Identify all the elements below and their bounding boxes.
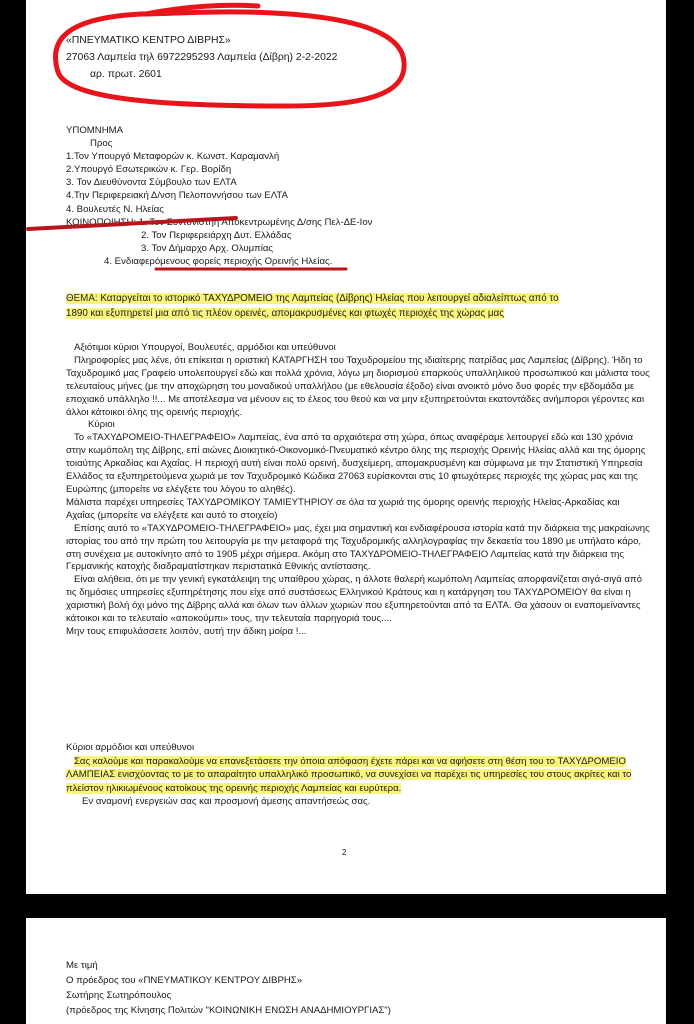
closing-address: Κύριοι αρμόδιοι και υπεύθυνοι [66, 742, 195, 753]
recipient-item: 3. Τον Διευθύνοντα Σύμβουλο των ΕΛΤΑ [66, 177, 237, 189]
paragraph: Επίσης αυτό το «ΤΑΧΥΔΡΟΜΕΙΟ-ΤΗΛΕΓΡΑΦΕΙΟ» μας, έχει μια σημαντική και ενδιαφέρουσα ιστορία κατά την διάρκεια της μακραίωνης ιστορίας του από την πρώτη του λειτουργία με την μεταφορά της Ταχυδρομικής αλληλογραφίας την δεκαετία του 1890 με υπήλατο κάρο, στη συνέχεια με αυτοκίνητο από το 1905 μέχρι σήμερα. Ακόμη στο ΤΑΧΥΔΡΟΜΕΙΟ-ΤΗΛΕΓΡΑΦΕΙΟ Λαμπείας κατά την διάρκεια της Γερμανικής κατοχής διαδραματίστηκαν περιστατικά Εθνικής αντίστασης. [66, 522, 650, 573]
memo-title: ΥΠΟΜΝΗΜΑ [66, 125, 124, 136]
paragraph: Πληροφορίες μας λένε, ότι επίκειται η οριστική ΚΑΤΑΡΓΗΣΗ του Ταχυδρομείου της ιδιαίτερης πατρίδας μας Λαμπείας (Δίβρης). Ήδη το Ταχυδρομικό μας Γραφείο υπολειτουργεί εδώ και πολλά χρόνια, λόγω μη διορισμού επαρκούς υπαλληλικού προσωπικού και μάλιστα τους τελευταίους μήνες (με την αποχώρηση του μοναδικού υπαλλήλου (με εθελουσία έξοδο) είναι ανοικτό μόνο δυο φορές την εβδομάδα με εποχιακό υπάλληλο !!... Με αποτέλεσμα να μένουν εις το έλεος του θεού και να μην εξυπηρετούνται εκατοντάδες ανήμποροι γέροντες και άλλοι κάτοικοι όλης της ορεινής περιοχής. [66, 354, 650, 418]
paragraph: Είναι αλήθεια, ότι με την γενική εγκατάλειψη της υπαίθρου χώρας, η άλλοτε θαλερή κωμόπολη Λαμπείας απορφανίζεται σιγά-σιγά από τις δημόσιες υπηρεσίες εξυπηρέτησης που είχε από συστάσεως Ελληνικού Κράτους και η κατάργηση του ΤΑΧΥΔΡΟΜΕΙΟΥ θα είναι η χαριστική βολή όχι μόνο της Δίβρης αλλά και όλων των άλλων χωριών που εξυπηρετούνται από τα ΕΛΤΑ. Θα χάσουν οι εναπομείναντες κάτοικοι και το τελευταίο «αποκούμπι» τους, την τελευταία παρηγοριά τους.... [66, 574, 642, 625]
recipient-item: 4. Βουλευτές Ν. Ηλείας [66, 203, 164, 215]
cc-item: 4. Ενδιαφερόμενους φορείς περιοχής Ορεινής Ηλείας. [104, 255, 333, 267]
to-label: Προς [90, 138, 113, 150]
cc-label: ΚΟΙΝΟΠΟΙΗΣΗ: 1. Τον Συντονιστή [66, 216, 214, 228]
page-number: 2 [342, 848, 347, 857]
paragraph: Μην τους επιφυλάσσετε λοιπόν, αυτή την άδικη μοίρα !... [66, 625, 307, 637]
recipient-list [66, 150, 646, 215]
cc-item: ή Αποκεντρωμένης Δ/σης Πελ-ΔΕ-Ιον [213, 216, 373, 228]
greeting: Αξιότιμοι κύριοι Υπουργοί, Βουλευτές, αρμόδιοι και υπεύθυνοι [74, 342, 336, 353]
signatory-title: (πρόεδρος της Κίνησης Πολιτών "ΚΟΙΝΩΝΙΚΗ ΕΝΩΣΗ ΑΝΑΔΗΜΙΟΥΡΓΙΑΣ") [66, 1005, 391, 1016]
letter-body [66, 342, 650, 639]
sub-heading: Κύριοι [88, 419, 115, 431]
recipient-item: 1.Τον Υπουργό Μεταφορών κ. Κωνστ. Καραμανλή [66, 151, 280, 163]
letter-page-1 [26, 0, 666, 894]
subject-line-2: 1890 και εξυπηρετεί μια από τις πλέον ορεινές, απομακρυσμένες και φτωχές περιοχές της χώρας μας [66, 308, 504, 319]
regards: Με τιμή [66, 960, 98, 971]
subject-line-1: Καταργείται το ιστορικό ΤΑΧΥΔΡΟΜΕΙΟ της Λαμπείας (Δίβρης) Ηλείας που λειτουργεί αδιαλείπτως από το [100, 293, 559, 304]
closing-request: Σας καλούμε και παρακαλούμε να επανεξετάσετε την όποια απόφαση έχετε πάρει και να αφήσετε στη θέση του το ΤΑΧΥΔΡΟΜΕΙΟ ΛΑΜΠΕΙΑΣ ενισχύοντας το με το απαραίτητο υπαλληλικό προσωπικό, να συνεχίσει να παρέχει τις υπηρεσίες του στους ακρίτες και το πλείστον ηλικιωμένους κατοίκους της ορεινής περιοχής Λαμπείας και ευρύτερα. [66, 755, 632, 794]
cc-item: 2. Τον Περιφερειάρχη Δυτ. Ελλάδας [141, 229, 292, 241]
red-ellipse-tail [146, 5, 258, 14]
org-address: 27063 Λαμπεία τηλ 6972295293 Λαμπεία (Δίβρη) 2-2-2022 [66, 52, 338, 63]
subject-label: ΘΕΜΑ: [66, 293, 98, 304]
letterhead [66, 32, 337, 83]
cc-item: 3. Τον Δήμαρχο Αρχ. Ολυμπίας [141, 242, 274, 254]
protocol-number: αρ. πρωτ. 2601 [90, 69, 162, 80]
org-name: «ΠΝΕΥΜΑΤΙΚΟ ΚΕΝΤΡΟ ΔΙΒΡΗΣ» [66, 35, 231, 46]
signatory-role: Ο πρόεδρος του «ΠΝΕΥΜΑΤΙΚΟΥ ΚΕΝΤΡΟΥ ΔΙΒΡΗΣ» [66, 975, 303, 986]
signature-block [66, 958, 391, 1018]
subject-block [66, 291, 650, 321]
cc-row-1 [66, 216, 646, 229]
paragraph: Μάλιστα παρέχει υπηρεσίες ΤΑΧΥΔΡΟΜΙΚΟΥ ΤΑΜΙΕΥΤΗΡΙΟΥ σε όλα τα χωριά της όμορης ορεινής περιοχής Ηλείας-Αρκαδίας και Αχαΐας (μπορείτε να ελέγξετε και αυτό το στοιχείο) [66, 496, 620, 521]
memo-header [66, 124, 646, 268]
signatory-name: Σωτήρης Σωτηρόπουλος [66, 990, 172, 1001]
closing-final: Εν αναμονή ενεργειών σας και προσμονή άμεσης απαντήσεώς σας. [82, 796, 371, 807]
letter-page-2 [26, 918, 666, 1024]
paragraph: Το «ΤΑΧΥΔΡΟΜΕΙΟ-ΤΗΛΕΓΡΑΦΕΙΟ» Λαμπείας, ένα από τα αρχαιότερα στη χώρα, όπως αναφέραμε λειτουργεί εδώ και 130 χρόνια στην κωμόπολη της Δίβρης, επί αιώνες Διοικητικό-Οικονομικό-Πνευματικό κέντρο όλης της περιοχής Ορεινής Ηλείας αλλά και της όμορης τοιαύτης Αρκαδίας και Αχαΐας. Η περιοχή αυτή είναι πολύ ορεινή, δυσχείμερη, απομακρυσμένη και σύμφωνα με την Στατιστική Υπηρεσία Ελλάδος τα εξυπηρετούμενα χωριά με τον Ταχυδρομικό Κώδικα 27063 ευρίσκονται στις 10 φτωχότερες περιοχές της χώρας μας και της Ευρώπης (μπορείτε να ελέγξετε του λόγου το αληθές). [66, 432, 646, 495]
closing-block [66, 741, 650, 809]
recipient-item: 2.Υπουργό Εσωτερικών κ. Γερ. Βορίδη [66, 164, 232, 176]
recipient-item: 4.Την Περιφερειακή Δ/νση Πελοποννήσου των ΕΛΤΑ [66, 190, 288, 202]
